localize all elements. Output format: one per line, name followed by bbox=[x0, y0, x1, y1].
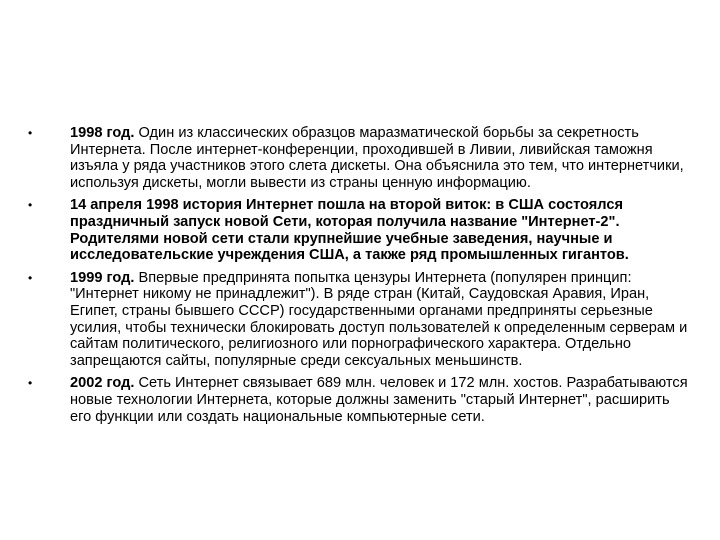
item-lead: 1999 год. bbox=[70, 269, 135, 286]
bullet-list bbox=[28, 125, 688, 431]
list-item bbox=[28, 125, 688, 191]
bullet-icon: • bbox=[28, 126, 33, 140]
item-text: Один из классических образцов маразматической борьбы за секретность Интернета. После интернет-конференции, проходившей в Ливии, ливийская таможня изъяла у ряда участников этого слета дискеты. Она объяснила это тем, что интернетчики, используя дискеты, могли вывести из страны ценную информацию. bbox=[70, 125, 684, 191]
bullet-icon: • bbox=[28, 376, 33, 391]
item-lead: 2002 год. bbox=[70, 375, 135, 392]
item-lead: 1998 год. bbox=[70, 125, 135, 141]
list-item bbox=[28, 270, 688, 370]
list-item bbox=[28, 197, 688, 263]
bullet-icon: • bbox=[28, 198, 33, 213]
item-lead: 14 апреля 1998 история Интернет пошла на второй виток: в США состоялся праздничный запуск новой Сети, которая получила название "Интернет-2". Родителями новой сети стали крупнейшие учебные заведения, научные и исследовательские учреждения США, а также ряд промышленных гигантов. bbox=[70, 197, 629, 264]
item-text: Сеть Интернет связывает 689 млн. человек и 172 млн. хостов. Разрабатываются новые технологии Интернета, которые должны заменить "старый Интернет", расширить его функции или создать национальные компьютерные сети. bbox=[70, 375, 688, 425]
item-text: Впервые предпринята попытка цензуры Интернета (популярен принцип: "Интернет никому не принадлежит"). В ряде стран (Китай, Саудовская Аравия, Иран, Египет, страны бывшего СССР) государственными органами предприняты серьезные усилия, чтобы технически блокировать доступ пользователей к определенным серверам и сайтам политического, религиозного или порнографического характера. Отдельно запрещаются сайты, популярные среди сексуальных меньшинств. bbox=[70, 269, 688, 369]
list-item bbox=[28, 375, 688, 425]
bullet-icon: • bbox=[28, 270, 33, 285]
